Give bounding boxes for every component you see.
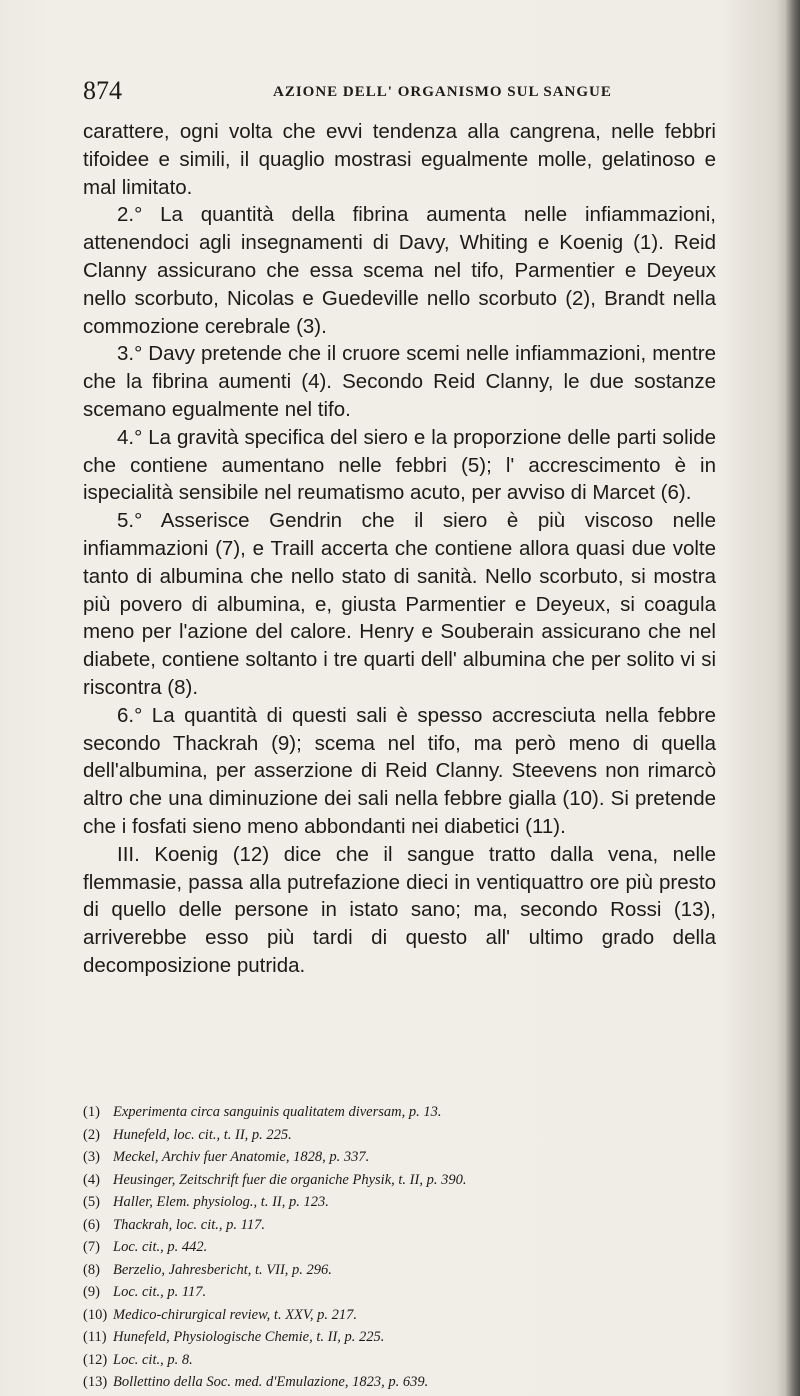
body-text <box>83 118 716 980</box>
footnote <box>83 1101 723 1124</box>
paragraph-point-5: 5.° Asserisce Gendrin che il siero è più viscoso nelle infiammazioni (7), e Traill accerta che contiene allora quasi due volte tanto di albumina che nello stato di sanità. Nello scorbuto, si mostra più povero di albumina, e, giusta Parmentier e Deyeux, si coagula meno per l'azione del calore. Henry e Souberain assicurano che nel diabete, contiene soltanto i tre quarti dell' albumina che per solito vi si riscontra (8). <box>83 509 716 699</box>
footnote-text: Medico-chirurgical review, t. XXV, p. 217. <box>113 1306 358 1323</box>
paragraph-point-6: 6.° La quantità di questi sali è spesso accresciuta nella febbre secondo Thackrah (9); scema nel tifo, ma però meno di quella dell'albumina, per asserzione di Reid Clanny. Steevens non rimarcò altro che una diminuzione dei sali nella febbre gialla (10). Si pretende che i fosfati sieno meno abbondanti nei diabetici (11). <box>83 703 716 838</box>
footnote-text: Heusinger, Zeitschrift fuer die organiche Physik, t. II, p. 390. <box>113 1171 467 1188</box>
footnote <box>83 1326 723 1349</box>
footnote <box>83 1191 723 1214</box>
paragraph-section-3: III. Koenig (12) dice che il sangue tratto dalla vena, nelle flemmasie, passa alla putrefazione dieci in ventiquattro ore più presto di quello delle persone in istato sano; ma, secondo Rossi (13), arriverebbe esso più tardi di questo all' ultimo grado della decomposizione putrida. <box>83 842 716 977</box>
footnote-text: Hunefeld, loc. cit., t. II, p. 225. <box>113 1126 292 1143</box>
footnote <box>83 1236 723 1259</box>
footnote <box>83 1124 723 1147</box>
footnote <box>83 1349 723 1372</box>
footnote-number: (7) <box>83 1239 100 1255</box>
footnote-number: (13) <box>83 1374 108 1390</box>
footnote-text: Meckel, Archiv fuer Anatomie, 1828, p. 337. <box>113 1149 370 1165</box>
footnote-text: Loc. cit., p. 8. <box>113 1351 193 1368</box>
footnote <box>83 1146 723 1169</box>
footnote-text: Thackrah, loc. cit., p. 117. <box>113 1216 265 1233</box>
paragraph-point-2: 2.° La quantità della fibrina aumenta nelle infiammazioni, attenendoci agli insegnamenti di Davy, Whiting e Koenig (1). Reid Clanny assicurano che essa scema nel tifo, Parmentier e Deyeux nello scorbuto, Nicolas e Guedeville nello scorbuto (2), Brandt nella commozione cerebrale (3). <box>83 203 716 338</box>
footnote <box>83 1281 723 1304</box>
footnote-text: Bollettino della Soc. med. d'Emulazione, 1823, p. 639. <box>113 1374 429 1390</box>
page-number: 874 <box>83 76 122 105</box>
footnotes-list <box>83 1101 723 1394</box>
footnote-number: (2) <box>83 1126 100 1143</box>
footnote-number: (4) <box>83 1171 100 1188</box>
page-edge-shadow <box>786 0 800 1396</box>
footnote <box>83 1214 723 1237</box>
paragraph-continuation: carattere, ogni volta che evvi tendenza alla cangrena, nelle febbri tifoidee e simili, il quaglio mostrasi egualmente molle, gelatinoso e mal limitato. <box>83 120 716 199</box>
footnote-text: Loc. cit., p. 442. <box>113 1239 208 1255</box>
footnote <box>83 1169 723 1192</box>
footnote-text: Experimenta circa sanguinis qualitatem diversam, p. 13. <box>113 1104 442 1120</box>
footnote-text: Loc. cit., p. 117. <box>113 1284 207 1300</box>
footnote-number: (3) <box>83 1149 100 1165</box>
footnote-number: (5) <box>83 1194 100 1210</box>
footnote-number: (10) <box>83 1306 108 1323</box>
footnote-number: (11) <box>83 1329 107 1345</box>
page-header <box>83 76 723 110</box>
paragraph-point-3: 3.° Davy pretende che il cruore scemi nelle infiammazioni, mentre che la fibrina aumenti (4). Secondo Reid Clanny, le due sostanze scemano egualmente nel tifo. <box>83 342 716 421</box>
footnote-number: (9) <box>83 1284 100 1300</box>
footnote-number: (6) <box>83 1216 100 1233</box>
footnote <box>83 1259 723 1282</box>
footnote-text: Haller, Elem. physiolog., t. II, p. 123. <box>113 1194 329 1210</box>
footnote <box>83 1371 723 1394</box>
footnote <box>83 1304 723 1327</box>
paragraph-point-4: 4.° La gravità specifica del siero e la proporzione delle parti solide che contiene aumentano nelle febbri (5); l' accrescimento è in ispecialità sensibile nel reumatismo acuto, per avviso di Marcet (6). <box>83 425 716 505</box>
footnote-text: Hunefeld, Physiologische Chemie, t. II, p. 225. <box>113 1329 385 1345</box>
footnote-text: Berzelio, Jahresbericht, t. VII, p. 296. <box>113 1261 332 1278</box>
footnote-number: (1) <box>83 1104 100 1120</box>
footnote-number: (12) <box>83 1351 108 1368</box>
footnote-number: (8) <box>83 1261 100 1278</box>
running-title: AZIONE DELL' ORGANISMO SUL SANGUE <box>273 84 612 100</box>
